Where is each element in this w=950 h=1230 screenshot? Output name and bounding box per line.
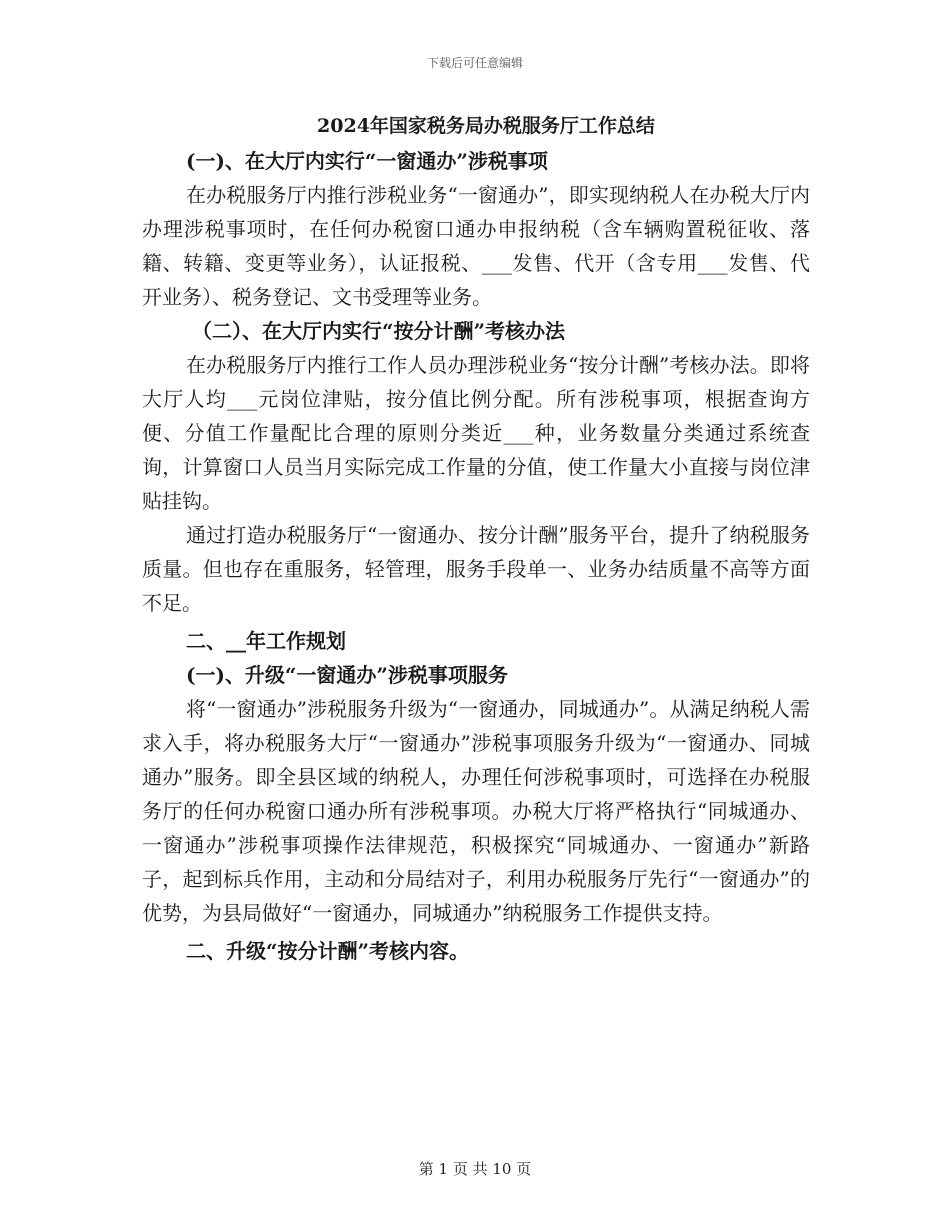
paragraph-1: 在办税服务厅内推行涉税业务“一窗通办”，即实现纳税人在办税大厅内办理涉税事项时，在任何办税窗口通办申报纳税（含车辆购置税征收、落籍、转籍、变更等业务），认证报税、___发售、代开（含专用___发售、代开业务）、税务登记、文书受理等业务。 [142,183,810,309]
section-heading-3: 二、__年工作规划 [186,629,346,653]
section-heading-5: 二、升级“按分计酬”考核内容。 [186,939,470,963]
section-heading-4: (一)、升级“一窗通办”涉税事项服务 [186,663,508,687]
paragraph-3: 通过打造办税服务厅“一窗通办、按分计酬”服务平台，提升了纳税服务质量。但也存在重服务，轻管理，服务手段单一、业务办结质量不高等方面不足。 [142,523,810,615]
paragraph-2: 在办税服务厅内推行工作人员办理涉税业务“按分计酬”考核办法。即将大厅人均___元岗位津贴，按分值比例分配。所有涉税事项，根据查询方便、分值工作量配比合理的原则分类近___种，业务数量分类通过系统查询，计算窗口人员当月实际完成工作量的分值，使工作量大小直接与岗位津贴挂钩。 [142,353,810,513]
page-footer: 第 1 页 共 10 页 [418,1160,532,1178]
paragraph-4: 将“一窗通办”涉税服务升级为“一窗通办，同城通办”。从满足纳税人需求入手，将办税服务大厅“一窗通办”涉税事项服务升级为“一窗通办、同城通办”服务。即全县区域的纳税人，办理任何涉税事项时，可选择在办税服务厅的任何办税窗口通办所有涉税事项。办税大厅将严格执行“同城通办、一窗通办”涉税事项操作法律规范，积极探究“同城通办、一窗通办”新路子，起到标兵作用，主动和分局结对子，利用办税服务厅先行“一窗通办”的优势，为县局做好“一窗通办，同城通办”纳税服务工作提供支持。 [142,697,810,925]
document-title: 2024年国家税务局办税服务厅工作总结 [317,115,655,137]
section-heading-1: (一)、在大厅内实行“一窗通办”涉税事项 [186,149,548,173]
document-body [142,112,810,968]
header-note: 下载后可任意编辑 [426,56,523,70]
section-heading-2: （二）、在大厅内实行“按分计酬”考核办法 [192,319,566,343]
